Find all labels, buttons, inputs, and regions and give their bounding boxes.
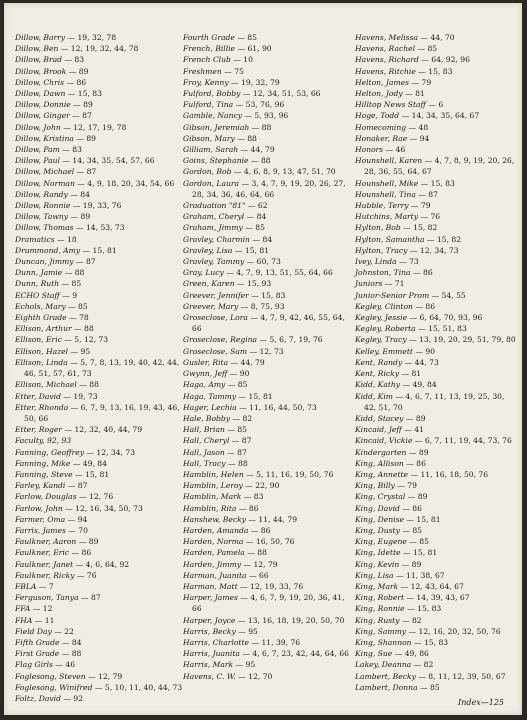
index-entry: Dillow, Tawny — 89 — [15, 212, 91, 222]
index-entry: Gibson, Jeremiah — 88 — [183, 122, 272, 132]
index-entry: King, Allison — 86 — [355, 458, 426, 468]
index-entry: Field Day — 22 — [15, 626, 74, 636]
index-entry: Hutchins, Marty — 76 — [355, 212, 441, 222]
index-entry: Hilltop News Staff — 6 — [355, 100, 444, 110]
index-entry: Foglesong, Steven — 12, 79 — [15, 671, 123, 681]
index-entry: Haga, Tammy — 15, 81 — [183, 391, 273, 401]
index-entry: Hall, Cheryl — 87 — [183, 436, 252, 446]
index-entry: Ellison, Eric — 5, 12, 73 — [15, 335, 109, 345]
index-entry: Gravley, Charmin — 84 — [183, 234, 273, 244]
index-entry: King, Robert — 14, 39, 43, 67 — [355, 593, 470, 603]
index-entry: Dunn, Jamie — 88 — [15, 268, 85, 278]
index-entry: King, Denise — 15, 81 — [355, 514, 441, 524]
index-entry: Groseclose, Sam — 12, 73 — [183, 346, 284, 356]
index-entry: Kegley, Jessie — 6, 64, 70, 93, 96 — [355, 313, 483, 323]
index-entry: Harden, Amanda — 86 — [183, 525, 271, 535]
index-entry: Dillow, Michael — 87 — [15, 167, 97, 177]
index-entry: Dramatics — 18 — [15, 234, 77, 244]
index-entry: Faulkner, Eric — 86 — [15, 548, 92, 558]
index-entry: Helton, Jody — 81 — [355, 89, 425, 99]
page-footer: Index—125 — [458, 698, 504, 707]
index-entry: Froy, Kenny — 19, 32, 79 — [183, 77, 280, 87]
index-entry: Faculty, 92, 93 — [15, 436, 72, 446]
index-entry: Ellison, Arthur — 88 — [15, 324, 94, 334]
index-entry: Havens, Richard — 64, 92, 96 — [355, 55, 470, 65]
index-entry: Dillow, Brad — 83 — [15, 55, 85, 65]
index-entry: Harper, James — 4, 6, 7, 9, 19, 20, 36, 41, 66 — [183, 593, 345, 614]
index-entry: Kidd, Stacey — 89 — [355, 413, 426, 423]
index-entry: Hylton, Bob — 15, 82 — [355, 223, 438, 233]
index-column-2 — [183, 32, 353, 682]
index-entry: Dillow, Dawn — 15, 83 — [15, 89, 102, 99]
index-entry: Kincaid, Jeff — 41 — [355, 425, 424, 435]
index-entry: Hamblin, Mark — 83 — [183, 492, 264, 502]
index-entry: FBLA — 7 — [15, 581, 54, 591]
index-entry: Gravley, Lisa — 15, 81 — [183, 245, 270, 255]
index-entry: First Grade — 88 — [15, 649, 82, 659]
index-entry: Graham, Jimmy — 85 — [183, 223, 265, 233]
index-entry: Fanning, Steve — 15, 81 — [15, 469, 110, 479]
index-entry: Greever, Jennifer — 15, 83 — [183, 290, 286, 300]
index-entry: Havens, Ritchie — 15, 83 — [355, 66, 453, 76]
index-entry: Kegley, Tracy — 13, 19, 20, 29, 51, 79, 80 — [355, 335, 516, 345]
index-entry: Graham, Cheryl — 84 — [183, 212, 267, 222]
index-entry: Graduation "81" — 62 — [183, 201, 268, 211]
index-entry: Farmer, Oma — 94 — [15, 514, 88, 524]
index-entry: Fourth Grade — 85 — [183, 33, 257, 42]
index-entry: Helton, James — 79 — [355, 77, 432, 87]
index-entry: Ellison, Michael — 88 — [15, 380, 99, 390]
index-entry: King, Rusty — 82 — [355, 615, 422, 625]
index-entry: King, Mark — 12, 43, 64, 67 — [355, 581, 464, 591]
index-entry: Dillow, Donnie — 89 — [15, 100, 93, 110]
index-entry: Harris, Becky — 95 — [183, 626, 258, 636]
index-entry: Lambert, Donna — 85 — [355, 682, 440, 692]
index-entry: French, Billie — 61, 90 — [183, 44, 272, 54]
index-entry: King, Lisa — 11, 38, 67 — [355, 570, 445, 580]
index-entry: Greever, Mary — 8, 75, 93 — [183, 301, 285, 311]
index-entry: Harris, Mark — 95 — [183, 660, 256, 670]
index-entry: Dillow, John — 12, 17, 19, 78 — [15, 122, 127, 132]
index-entry: Honors — 46 — [355, 145, 406, 155]
index-column-1 — [15, 32, 183, 704]
index-entry: Fifth Grade — 84 — [15, 637, 82, 647]
index-entry: King, Billy — 79 — [355, 481, 417, 491]
index-entry: Hall, Tracy — 88 — [183, 458, 248, 468]
index-entry: Faulkner, Ricky — 76 — [15, 570, 97, 580]
index-entry: Flag Girls — 46 — [15, 660, 76, 670]
index-entry: Goins, Stephanie — 88 — [183, 156, 271, 166]
index-entry: Ellison, Linda — 5, 7, 8, 13, 19, 40, 42, 44, 46, 51, 57, 61, 73 — [15, 357, 180, 379]
index-entry: Hamblin, Leroy — 22, 90 — [183, 481, 280, 491]
index-entry: Hamblin, Rita — 86 — [183, 503, 259, 513]
index-entry: Harris, Charlotte — 11, 39, 76 — [183, 637, 301, 647]
index-entry: Kindergarten — 89 — [355, 447, 429, 457]
index-entry: Foglesong, Winifred — 5, 10, 11, 40, 44, 73 — [15, 682, 183, 692]
index-entry: Gordon, Laura — 3, 4, 7, 9, 19, 20, 26, 27, 28, 34, 36, 46, 64, 66 — [183, 178, 346, 199]
index-entry: Eighth Grade — 78 — [15, 313, 89, 323]
index-entry: Ferguson, Tanya — 87 — [15, 593, 101, 603]
index-entry: Homecoming — 48 — [355, 122, 429, 132]
index-entry: Ellison, Hazel — 95 — [15, 346, 91, 356]
index-entry: King, Shannon — 15, 83 — [355, 637, 449, 647]
index-entry: Groseclose, Lora — 4, 7, 9, 42, 46, 55, 64, 66 — [183, 313, 345, 334]
index-entry: Kincaid, Vickie — 6, 7, 11, 19, 44, 73, 76 — [355, 436, 512, 446]
index-entry: French Club — 10 — [183, 55, 253, 65]
index-entry: King, Ronnie — 15, 83 — [355, 604, 442, 614]
index-entry: Harris, Juanita — 4, 6, 7, 23, 42, 44, 64, 66 — [183, 649, 349, 659]
index-entry: Fanning, Mike — 49, 84 — [15, 458, 107, 468]
index-entry: Hale, Bobby — 82 — [183, 413, 253, 423]
index-entry: Dillow, Pam — 83 — [15, 145, 82, 155]
index-entry: Drummond, Amy — 15, 81 — [15, 245, 117, 255]
index-entry: Kidd, Kim — 4, 6, 7, 11, 13, 19, 25, 30, 42, 51, 70 — [355, 391, 505, 412]
index-entry: Kegley, Roberta — 15, 51, 83 — [355, 324, 467, 334]
index-entry: Hylton, Samantha — 15, 82 — [355, 234, 462, 244]
index-entry: Foltz, David — 92 — [15, 693, 84, 703]
index-column-3 — [355, 32, 517, 693]
index-entry: Hounshell, Tina — 87 — [355, 189, 438, 199]
index-entry: Gray, Lucy — 4, 7, 9, 13, 51, 55, 64, 66 — [183, 268, 333, 278]
index-entry: Harden, Pamela — 88 — [183, 548, 267, 558]
index-entry: Havens, C. W. — 12, 70 — [183, 671, 273, 681]
index-entry: Hylton, Tracy — 12, 34, 73 — [355, 245, 459, 255]
index-entry: Kent, Ricky — 81 — [355, 369, 422, 379]
index-entry: Gibson, Mary — 88 — [183, 133, 257, 143]
index-entry: Dillow, Randy — 84 — [15, 189, 90, 199]
index-entry: Dillow, Chris — 86 — [15, 77, 87, 87]
index-entry: King, David — 86 — [355, 503, 422, 513]
index-entry: Dillow, Ginger — 87 — [15, 111, 92, 121]
index-entry: Echols, Mary — 85 — [15, 301, 88, 311]
index-entry: Havens, Rachel — 85 — [355, 44, 438, 54]
index-entry: Gwynn, Jeff — 90 — [183, 369, 250, 379]
index-entry: Etter, Rhonda — 6, 7, 9, 13, 16, 19, 43, 46, 50, 66 — [15, 402, 180, 423]
index-entry: Kelley, Emmett — 90 — [355, 346, 436, 356]
index-page — [4, 3, 522, 715]
index-entry: Junior-Senior Prom — 54, 55 — [355, 290, 466, 300]
index-entry: Hubble, Terry — 79 — [355, 201, 431, 211]
index-entry: ECHO Staff — 9 — [15, 290, 78, 300]
index-entry: Haga, Amy — 85 — [183, 380, 248, 390]
index-entry: King, Crystal — 89 — [355, 492, 428, 502]
index-entry: Hamblin, Helen — 5, 11, 16, 19, 50, 76 — [183, 469, 334, 479]
index-entry: Fanning, Geoffrey — 12, 34, 73 — [15, 447, 136, 457]
index-entry: Hall, Jason — 87 — [183, 447, 247, 457]
index-entry: King, Idette — 15, 81 — [355, 548, 438, 558]
index-entry: Etter, Roger — 12, 32, 40, 44, 79 — [15, 425, 143, 435]
index-entry: Harden, Norma — 16, 50, 76 — [183, 537, 295, 547]
index-entry: Johnston, Tina — 86 — [355, 268, 433, 278]
index-entry: Hounshell, Mike — 15, 83 — [355, 178, 455, 188]
index-entry: Kidd, Kathy — 49, 84 — [355, 380, 437, 390]
index-entry: Faulkner, Aaron — 89 — [15, 537, 99, 547]
index-entry: Farlow, John — 12, 16, 34, 50, 73 — [15, 503, 143, 513]
index-entry: Hanshew, Becky — 11, 44, 79 — [183, 514, 298, 524]
index-entry: Hounshell, Karen — 4, 7, 8, 9, 19, 20, 26, 28, 36, 55, 64, 67 — [355, 156, 515, 177]
index-entry: Gusler, Rita — 44, 79 — [183, 357, 265, 367]
index-entry: Gilliam, Sarah — 44, 79 — [183, 145, 275, 155]
index-entry: Harden, Jimmy — 12, 79 — [183, 559, 278, 569]
index-entry: Kegley, Clinton — 86 — [355, 301, 436, 311]
index-entry: Lakey, Deanna — 82 — [355, 660, 434, 670]
index-entry: Dunn, Ruth — 85 — [15, 279, 82, 289]
index-entry: Kent, Randy — 44, 73 — [355, 357, 439, 367]
index-entry: King, Kevin — 89 — [355, 559, 422, 569]
index-entry: Farley, Kandi — 87 — [15, 481, 88, 491]
index-entry: Hoge, Todd — 14, 34, 35, 64, 67 — [355, 111, 480, 121]
index-entry: King, Sue — 49, 86 — [355, 649, 429, 659]
index-entry: Dillow, Thomas — 14, 53, 73 — [15, 223, 125, 233]
index-entry: FHA — 11 — [15, 615, 55, 625]
index-entry: Dillow, Barry — 19, 32, 78 — [15, 33, 117, 42]
index-entry: Harman, Matt — 12, 19, 33, 76 — [183, 581, 304, 591]
index-entry: Lambert, Becky — 8, 11, 12, 39, 50, 67 — [355, 671, 506, 681]
index-entry: Dillow, Norman — 4, 9, 18, 20, 34, 54, 66 — [15, 178, 175, 188]
index-entry: King, Eugene — 85 — [355, 537, 429, 547]
index-entry: Gordon, Bob — 4, 6, 8, 9, 13, 47, 51, 70 — [183, 167, 336, 177]
index-entry: Dillow, Brook — 89 — [15, 66, 89, 76]
index-entry: Fulford, Bobby — 12, 34, 51, 53, 66 — [183, 89, 321, 99]
index-entry: King, Dusty — 85 — [355, 525, 422, 535]
index-entry: Honaker, Rae — 94 — [355, 133, 430, 143]
index-entry: Farlow, Douglas — 12, 76 — [15, 492, 114, 502]
index-entry: King, Annette — 11, 16, 18, 50, 76 — [355, 469, 489, 479]
index-entry: Duncan, Jimmy — 87 — [15, 257, 96, 267]
index-entry: Gamble, Nancy — 5, 93, 96 — [183, 111, 289, 121]
index-entry: Etter, David — 19, 73 — [15, 391, 98, 401]
index-entry: Fulford, Tina — 53, 76, 96 — [183, 100, 285, 110]
index-entry: Ivey, Linda — 73 — [355, 257, 419, 267]
index-entry: Harman, Juanita — 66 — [183, 570, 269, 580]
index-entry: Dillow, Ronnie — 19, 33, 76 — [15, 201, 122, 211]
index-entry: Gravley, Tammy — 60, 73 — [183, 257, 281, 267]
index-entry: Freshmen — 75 — [183, 66, 244, 76]
index-entry: Hager, Lechia — 11, 16, 44, 50, 73 — [183, 402, 317, 412]
index-entry: Havens, Melissa — 44, 70 — [355, 33, 455, 42]
index-entry: Groseclose, Regina — 5, 6, 7, 19, 76 — [183, 335, 323, 345]
index-entry: Juniors — 71 — [355, 279, 405, 289]
index-entry: Hall, Brian — 85 — [183, 425, 247, 435]
index-entry: Green, Karen — 15, 93 — [183, 279, 272, 289]
index-entry: Dillow, Kristina — 89 — [15, 133, 96, 143]
index-entry: Faulkner, Janet — 4, 6, 64, 92 — [15, 559, 130, 569]
index-entry: Dillow, Paul — 14, 34, 35, 54, 57, 66 — [15, 156, 155, 166]
index-entry: Harper, Joyce — 13, 16, 18, 19, 20, 50, 70 — [183, 615, 345, 625]
index-entry: FFA — 12 — [15, 604, 53, 614]
index-entry: Farris, James — 70 — [15, 525, 88, 535]
index-entry: Dillow, Ben — 12, 19, 32, 44, 78 — [15, 44, 139, 54]
index-entry: King, Sammy — 12, 16, 20, 32, 50, 76 — [355, 626, 501, 636]
